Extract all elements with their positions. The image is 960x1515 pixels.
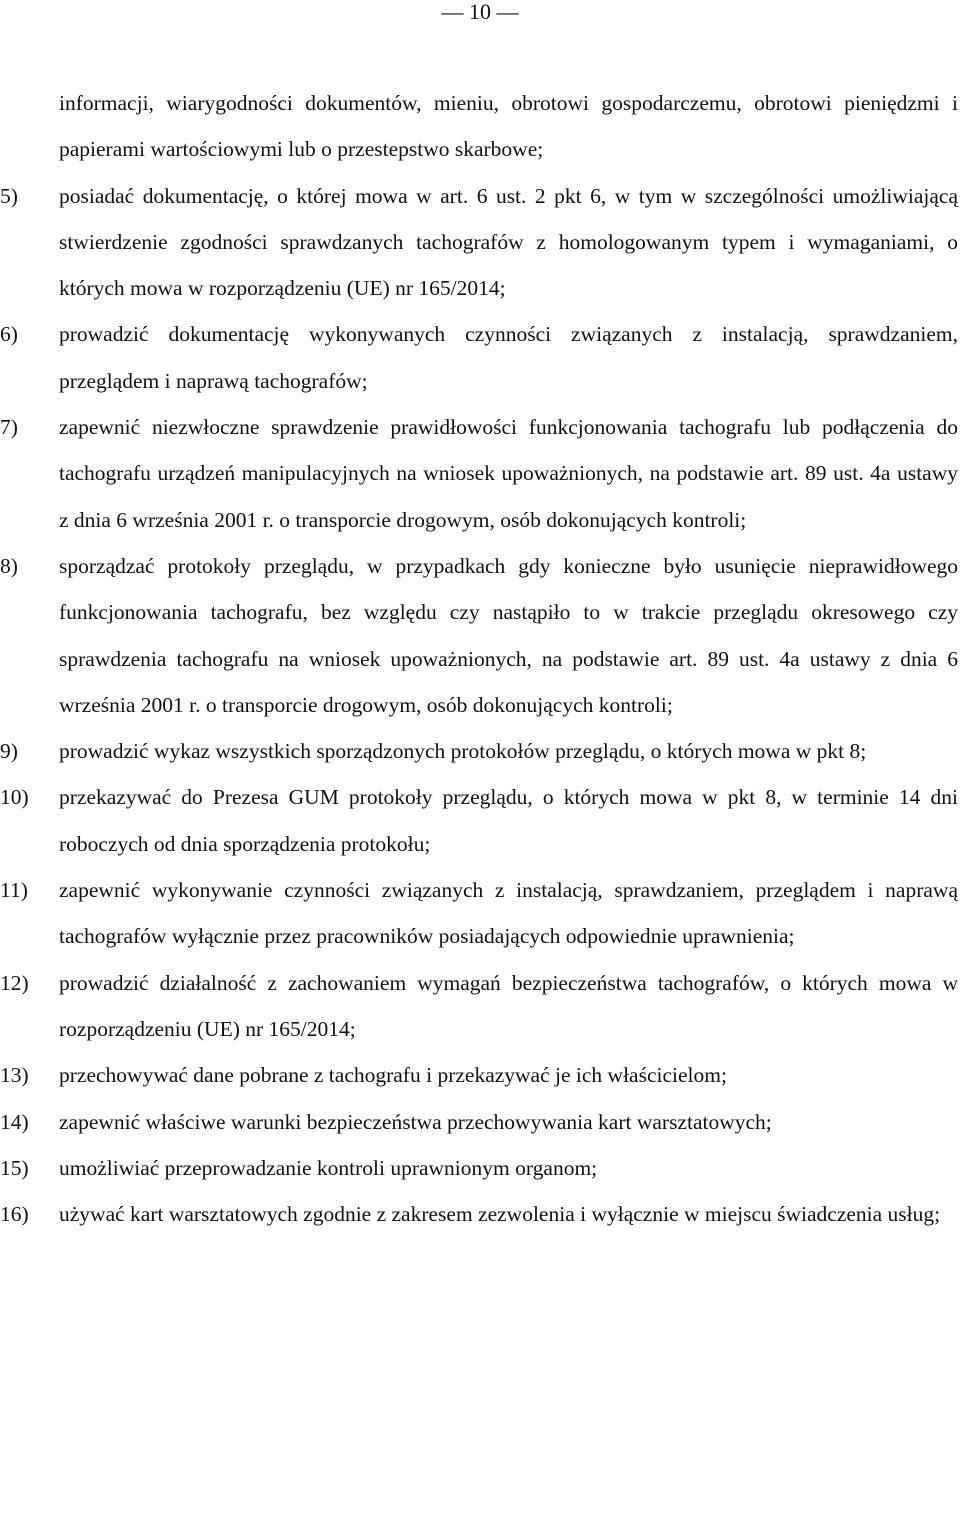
list-item-15 — [0, 1145, 960, 1191]
list-item-number: 16) — [0, 1202, 29, 1227]
list-item-7 — [0, 404, 960, 543]
list-item-text: prowadzić wykaz wszystkich sporządzonych protokołów przeglądu, o których mowa w pkt 8; — [59, 739, 867, 764]
list-item-text: umożliwiać przeprowadzanie kontroli uprawnionym organom; — [59, 1155, 598, 1180]
document-body — [0, 80, 960, 1237]
list-item-number: 9) — [0, 739, 18, 764]
list-item-6 — [0, 311, 960, 404]
list-item-text: prowadzić dokumentację wykonywanych czynności związanych z instalacją, sprawdzaniem, przeglądem i naprawą tachografów; — [59, 322, 958, 393]
list-item-text: zapewnić właściwe warunki bezpieczeństwa przechowywania kart warsztatowych; — [59, 1109, 772, 1134]
list-item-16 — [0, 1191, 960, 1237]
list-item-text: przechowywać dane pobrane z tachografu i przekazywać je ich właścicielom; — [59, 1063, 727, 1088]
list-item-number: 8) — [0, 553, 18, 578]
list-item-10 — [0, 774, 960, 867]
list-item-number: 10) — [0, 785, 29, 810]
list-item-9 — [0, 728, 960, 774]
list-item-number: 5) — [0, 183, 18, 208]
list-item-text: zapewnić wykonywanie czynności związanych z instalacją, sprawdzaniem, przeglądem i naprawą tachografów wyłącznie przez pracowników posiadających odpowiednie uprawnienia; — [59, 878, 958, 949]
list-item-text: prowadzić działalność z zachowaniem wymagań bezpieczeństwa tachografów, o których mowa w rozporządzeniu (UE) nr 165/2014; — [59, 970, 958, 1041]
list-item-text: używać kart warsztatowych zgodnie z zakresem zezwolenia i wyłącznie w miejscu świadczenia usług; — [59, 1202, 941, 1227]
list-item-8 — [0, 543, 960, 728]
list-item-text: posiadać dokumentację, o której mowa w art. 6 ust. 2 pkt 6, w tym w szczególności umożliwiającą stwierdzenie zgodności sprawdzanych tachografów z homologowanym typem i wymaganiami, o których mowa w rozporządzeniu (UE) nr 165/2014; — [59, 183, 958, 301]
list-item-number: 15) — [0, 1155, 29, 1180]
list-item-number: 6) — [0, 322, 18, 347]
list-item-number: 13) — [0, 1063, 29, 1088]
list-item-14 — [0, 1099, 960, 1145]
page-number: — 10 — — [441, 0, 519, 24]
list-item-5 — [0, 173, 960, 312]
list-item-number: 14) — [0, 1109, 29, 1134]
list-item-text: informacji, wiarygodności dokumentów, mieniu, obrotowi gospodarczemu, obrotowi pieniędzmi i papierami wartościowymi lub o przestepstwo skarbowe; — [59, 91, 958, 162]
list-item-12 — [0, 960, 960, 1053]
list-item-text: sporządzać protokoły przeglądu, w przypadkach gdy konieczne było usunięcie nieprawidłowego funkcjonowania tachografu, bez względu czy nastąpiło to w trakcie przeglądu okresowego czy sprawdzenia tachografu na wniosek upoważnionych, na podstawie art. 89 ust. 4a ustawy z dnia 6 września 2001 r. o transporcie drogowym, osób dokonujących kontroli; — [59, 553, 958, 717]
list-item-number: 7) — [0, 415, 18, 440]
list-item-continuation — [0, 80, 960, 173]
list-item-text: zapewnić niezwłoczne sprawdzenie prawidłowości funkcjonowania tachografu lub podłączenia do tachografu urządzeń manipulacyjnych na wniosek upoważnionych, na podstawie art. 89 ust. 4a ustawy z dnia 6 września 2001 r. o transporcie drogowym, osób dokonujących kontroli; — [59, 415, 958, 532]
list-item-text: przekazywać do Prezesa GUM protokoły przeglądu, o których mowa w pkt 8, w terminie 14 dni roboczych od dnia sporządzenia protokołu; — [59, 785, 958, 856]
list-item-number: 11) — [0, 878, 28, 903]
list-item-13 — [0, 1052, 960, 1098]
list-item-11 — [0, 867, 960, 960]
list-item-number: 12) — [0, 970, 29, 995]
